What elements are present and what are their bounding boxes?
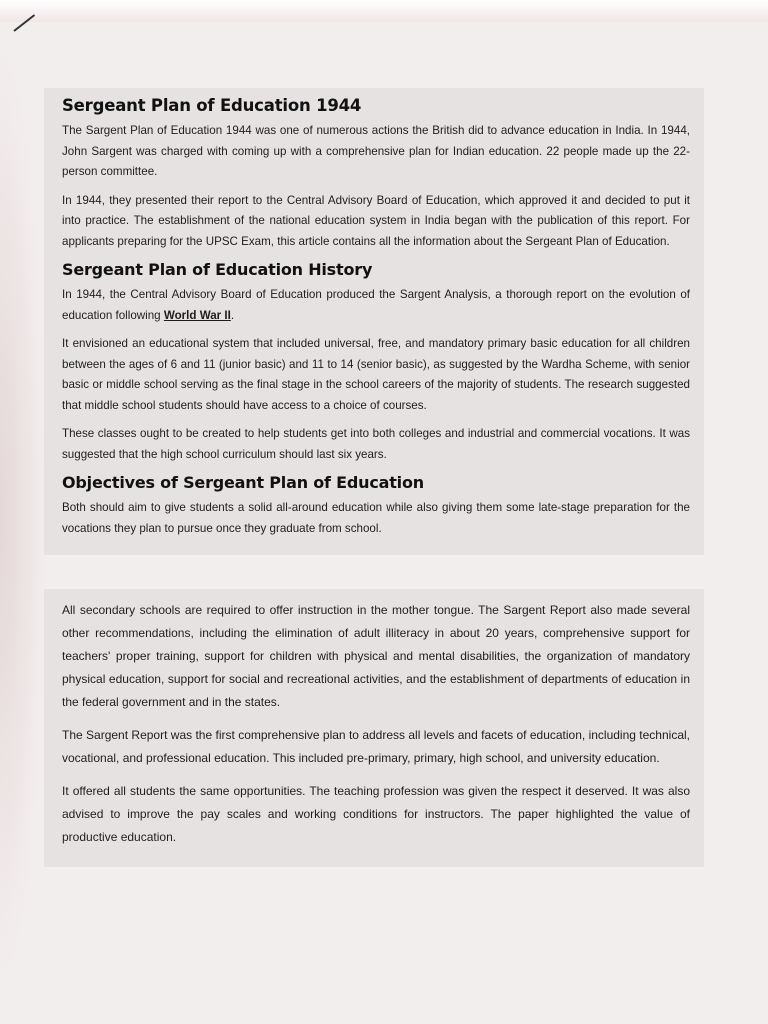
section-heading-plan: Sergeant Plan of Education 1944 [62,96,362,115]
world-war-ii-link[interactable]: World War II [163,308,231,322]
paragraph-report: In 1944, they presented their report to the Central Advisory Board of Education, which approved it and decided to put it into practice. The establishment of the national education system in India began with the publication of this report. For applicants preparing for the UPSC Exam, this article contains all the information about the Sergeant Plan of Education. [62,193,690,248]
paragraph-comprehensive-plan: The Sargent Report was the first comprehensive plan to address all levels and facets of education, including technical, vocational, and professional education. This included pre-primary, primary, high school, and university education. [62,728,690,765]
paragraph-history-1 [62,285,690,326]
document-page [44,88,704,867]
paragraph-history-3: These classes ought to be created to help students get into both colleges and industrial and commercial vocations. It was suggested that the high school curriculum should last six years. [62,427,690,461]
history-text-lead: In 1944, the Central Advisory Board of Education produced the Sargent Analysis, a thorough report on the evolution of education following [62,288,690,322]
paper-edge-stain [0,40,46,990]
section-heading-history: Sergeant Plan of Education History [62,260,373,279]
paragraph-history-2: It envisioned an educational system that included universal, free, and mandatory primary basic education for all children between the ages of 6 and 11 (junior basic) and 11 to 14 (senior basic), as suggested by the Wardha Scheme, with senior basic or middle school serving as the final stage in the school careers of the majority of students. The research suggested that middle school students should have access to a choice of courses. [62,337,690,412]
paragraph-objectives: Both should aim to give students a solid all-around education while also giving them some late-stage preparation for the vocations they plan to pursue once they graduate from school. [62,501,690,535]
paragraph-recommendations: All secondary schools are required to offer instruction in the mother tongue. The Sargent Report also made several other recommendations, including the elimination of adult illiteracy in about 20 years, comprehensive support for teachers' proper training, support for children with physical and mental disabilities, the organization of mandatory physical education, support for social and recreational activities, and the establishment of departments of education in the federal government and in the states. [62,603,690,709]
section-heading-objectives: Objectives of Sergeant Plan of Education [62,473,424,492]
article-block-lower [44,589,704,867]
history-text-end: . [230,308,235,322]
article-block-upper [44,88,704,555]
paragraph-opportunities: It offered all students the same opportunities. The teaching profession was given the respect it deserved. It was also advised to improve the pay scales and working conditions for instructors. The paper highlighted the value of productive education. [62,784,690,844]
paper-top-edge [0,0,768,22]
paragraph-intro: The Sargent Plan of Education 1944 was one of numerous actions the British did to advance education in India. In 1944, John Sargent was charged with coming up with a comprehensive plan for Indian education. 22 people made up the 22-person committee. [62,124,690,178]
